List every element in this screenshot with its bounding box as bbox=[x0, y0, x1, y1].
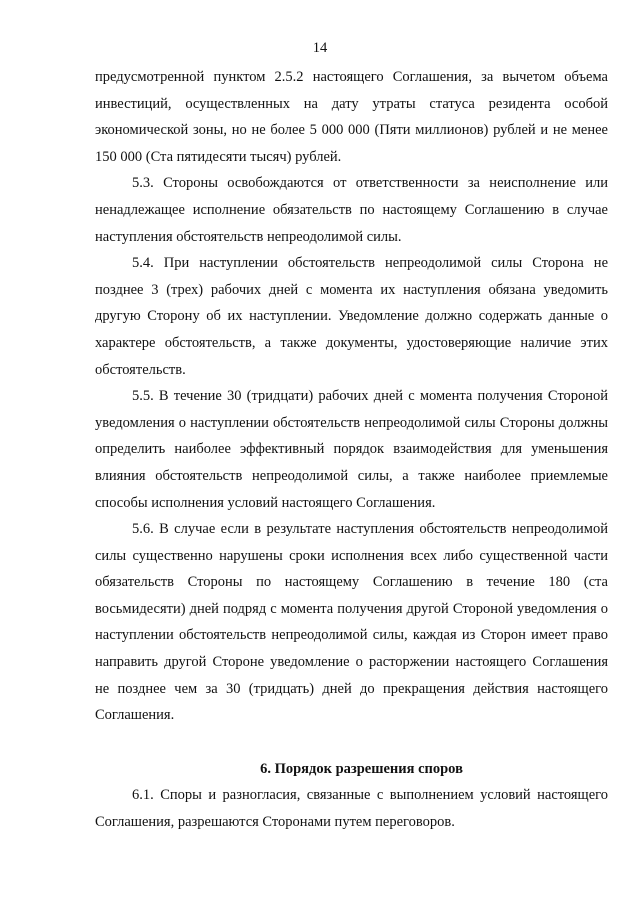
paragraph-5-5: 5.5. В течение 30 (тридцати) рабочих дней с момента получения Стороной уведомления о наступлении обстоятельств непреодолимой силы Стороны должны определить наиболее эффективный порядок взаимодействия для уменьшения влияния обстоятельств непреодолимой силы, а также наиболее приемлемые способы исполнения условий настоящего Соглашения. bbox=[95, 388, 608, 511]
paragraph-5-6: 5.6. В случае если в результате наступления обстоятельств непреодолимой силы существенно нарушены сроки исполнения всех либо существенной части обязательств Стороны по настоящему Соглашению в течение 180 (ста восьмидесяти) дней подряд с момента получения другой Стороной уведомления о наступлении обстоятельств непреодолимой силы, каждая из Сторон имеет право направить другой Стороне уведомление о расторжении настоящего Соглашения не позднее чем за 30 (тридцать) дней до прекращения действия настоящего Соглашения. bbox=[95, 521, 608, 724]
section-heading-6: 6. Порядок разрешения споров bbox=[260, 760, 463, 777]
paragraph-continuation: предусмотренной пунктом 2.5.2 настоящего Соглашения, за вычетом объема инвестиций, осуществленных на дату утраты статуса резидента особой экономической зоны, но не более 5 000 000 (Пяти миллионов) рублей и не менее 150 000 (Ста пятидесяти тысяч) рублей. bbox=[95, 69, 608, 165]
paragraph-6-1: 6.1. Споры и разногласия, связанные с выполнением условий настоящего Соглашения, разрешаются Сторонами путем переговоров. bbox=[95, 787, 608, 831]
paragraph-5-4: 5.4. При наступлении обстоятельств непреодолимой силы Сторона не позднее 3 (трех) рабочих дней с момента их наступления обязана уведомить другую Сторону об их наступлении. Уведомление должно содержать данные о характере обстоятельств, а также документы, удостоверяющие наличие этих обстоятельств. bbox=[95, 255, 608, 378]
page-number: 14 bbox=[312, 40, 328, 56]
document-body bbox=[95, 64, 608, 836]
paragraph-5-3: 5.3. Стороны освобождаются от ответственности за неисполнение или ненадлежащее исполнение обязательств по настоящему Соглашению в случае наступления обстоятельств непреодолимой силы. bbox=[95, 175, 608, 245]
